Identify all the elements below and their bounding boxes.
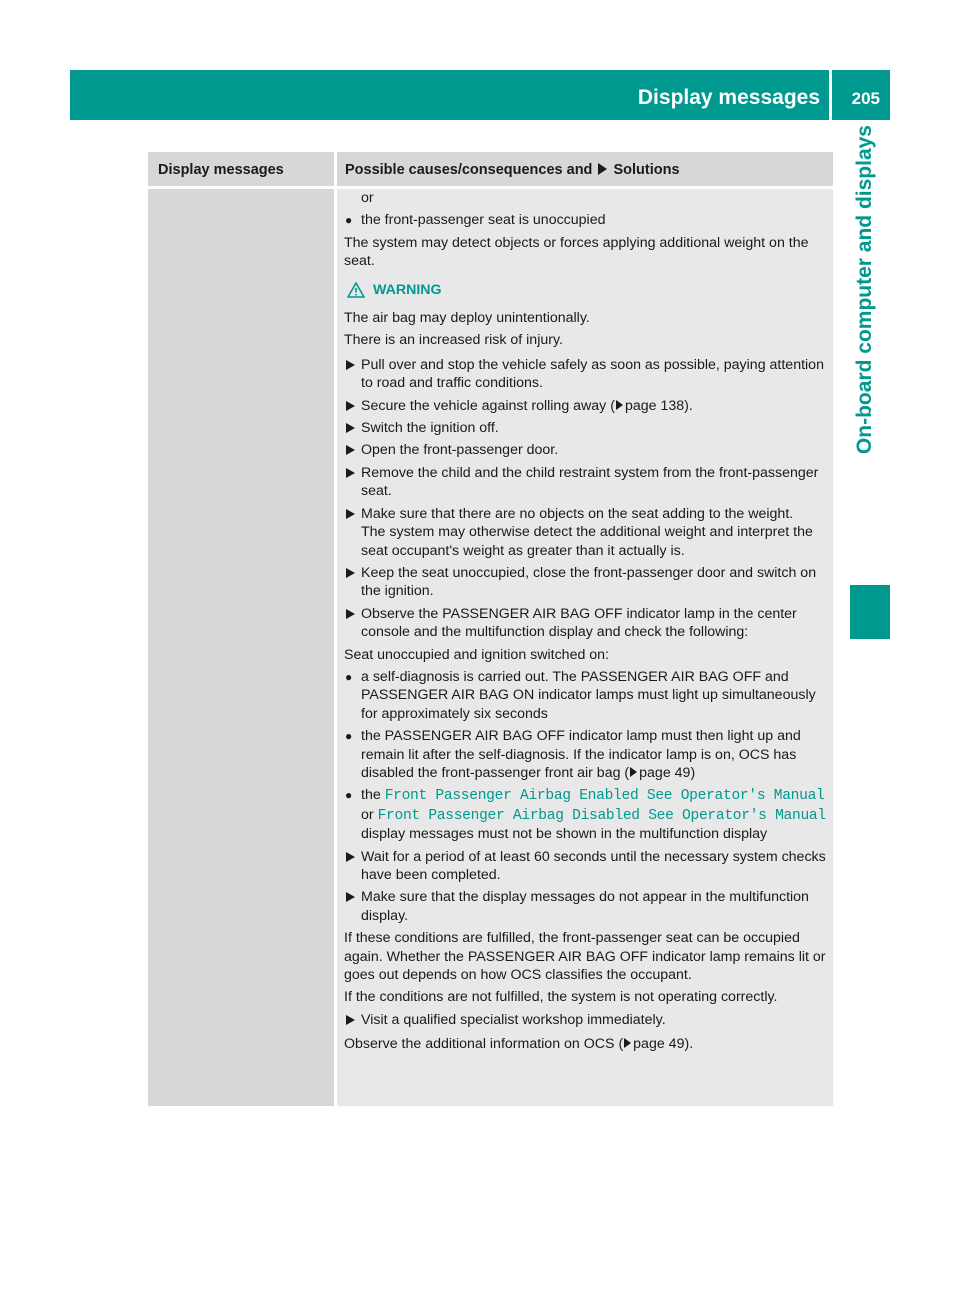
warning-label: WARNING: [373, 281, 442, 298]
step-arrow-icon: [346, 509, 355, 519]
bullet-text-end: display messages must not be shown in the multifunction display: [361, 826, 768, 843]
step-arrow-icon: [346, 468, 355, 478]
step-arrow-icon: [346, 423, 355, 433]
header-title: Display messages: [637, 86, 820, 109]
observe-ocs-before: Observe the additional information on OCS (: [344, 1036, 624, 1053]
page-ref[interactable]: page 49: [633, 1036, 685, 1053]
list-item: [344, 397, 829, 415]
step-text: Make sure that the display messages do not appear in the multifunction display.: [361, 889, 809, 924]
bullet-icon: ●: [345, 213, 353, 228]
bullet-text: the PASSENGER AIR BAG OFF indicator lamp must then light up and remain lit after the self-diagnosis. If the indicator lamp is on, OCS has disabled the front-passenger front air bag (: [361, 728, 801, 781]
header-separator: [829, 70, 832, 120]
display-messages-table: [148, 152, 833, 1106]
step-text: Open the front-passenger door.: [361, 442, 559, 459]
col-header-causes-solutions: [337, 152, 833, 186]
system-detect-text: The system may detect objects or forces applying additional weight on the seat.: [344, 234, 809, 270]
bullet-text-end: ): [690, 764, 696, 781]
list-item: [344, 1011, 829, 1029]
step-text: Visit a qualified specialist workshop immediately.: [361, 1011, 666, 1028]
step-note: The system may otherwise detect the additional weight and interpret the seat occupant's weight as greater than it actually is.: [361, 524, 813, 559]
step-arrow-icon: [346, 852, 355, 862]
list-item: [344, 786, 829, 843]
bullet-icon: ●: [345, 669, 353, 684]
step-arrow-icon: [346, 360, 355, 370]
warning-text-2: There is an increased risk of injury.: [344, 332, 563, 349]
step-text: Pull over and stop the vehicle safely as soon as possible, paying attention to road and traffic conditions.: [361, 356, 824, 392]
side-label-text: On-board computer and displays: [853, 125, 876, 455]
arrow-right-icon: [598, 163, 607, 175]
bullet-icon: ●: [345, 729, 353, 744]
step-text: Remove the child and the child restraint system from the front-passenger seat.: [361, 464, 819, 500]
step-text: Secure the vehicle against rolling away (: [361, 397, 615, 414]
list-item: [344, 505, 829, 560]
header-bar: [70, 70, 890, 120]
col-header-display-messages: Display messages: [148, 152, 334, 186]
list-item: [344, 464, 829, 501]
bullet-text: the: [361, 787, 381, 804]
page-ref-icon: [624, 1038, 631, 1048]
step-text: Keep the seat unoccupied, close the front-passenger door and switch on the ignition.: [361, 564, 817, 600]
list-item: [344, 668, 829, 723]
step-text: Switch the ignition off.: [361, 420, 499, 437]
step-text: Make sure that there are no objects on the seat adding to the weight.: [361, 505, 794, 522]
list-item: [344, 727, 829, 782]
page-ref[interactable]: page 49: [639, 764, 691, 781]
step-arrow-icon: [346, 1015, 355, 1025]
seat-unoccupied-heading: Seat unoccupied and ignition switched on:: [344, 646, 610, 663]
or-line: or: [361, 190, 374, 206]
conditions-not-fulfilled-text: If the conditions are not fulfilled, the system is not operating correctly.: [344, 989, 778, 1006]
step-text-end: ).: [684, 397, 693, 414]
step-text: Wait for a period of at least 60 seconds until the necessary system checks have been completed.: [361, 848, 826, 883]
list-item: [344, 848, 829, 885]
side-tab-marker: [850, 585, 890, 639]
col2-header-after: Solutions: [613, 162, 680, 178]
bullet-icon: ●: [345, 788, 353, 803]
warning-heading: [344, 281, 829, 299]
list-item: [344, 419, 829, 437]
page-ref-icon: [616, 400, 623, 410]
observe-ocs-text: [344, 1035, 829, 1053]
list-item: [344, 605, 829, 642]
col2-header-before: Possible causes/consequences and: [345, 162, 593, 178]
solutions-cell: [337, 189, 833, 1106]
warning-triangle-icon: [347, 282, 365, 298]
bullet-text: the front-passenger seat is unoccupied: [361, 212, 606, 229]
step-arrow-icon: [346, 568, 355, 578]
page-number: 205: [851, 89, 880, 108]
list-item: [344, 356, 829, 393]
step-arrow-icon: [346, 401, 355, 411]
side-section-label: [840, 125, 890, 595]
bullet-text: a self-diagnosis is carried out. The PASSENGER AIR BAG OFF and PASSENGER AIR BAG ON indicator lamps must light up simultaneously for approximately six seconds: [361, 668, 816, 722]
bullet-text-or: or: [361, 806, 374, 823]
list-item: [344, 211, 829, 229]
page-ref-icon: [630, 767, 637, 777]
conditions-fulfilled-text: If these conditions are fulfilled, the front-passenger seat can be occupied again. Whether the PASSENGER AIR BAG OFF indicator lamp remains lit or goes out depends on how OCS classifies the occupant.: [344, 930, 826, 984]
list-item: [344, 888, 829, 925]
step-arrow-icon: [346, 892, 355, 902]
display-message-disabled: Front Passenger Airbag Disabled See Operator's Manual: [377, 807, 826, 824]
display-message-enabled: Front Passenger Airbag Enabled See Operator's Manual: [384, 788, 825, 805]
page-ref[interactable]: page 138: [624, 397, 685, 414]
step-text: Observe the PASSENGER AIR BAG OFF indicator lamp in the center console and the multifunction display and check the following:: [361, 605, 797, 641]
warning-text-1: The air bag may deploy unintentionally.: [344, 310, 590, 327]
display-message-cell: [148, 189, 334, 1106]
observe-ocs-after: ).: [684, 1036, 694, 1053]
list-item: [344, 441, 829, 459]
step-arrow-icon: [346, 445, 355, 455]
step-arrow-icon: [346, 609, 355, 619]
list-item: [344, 564, 829, 601]
